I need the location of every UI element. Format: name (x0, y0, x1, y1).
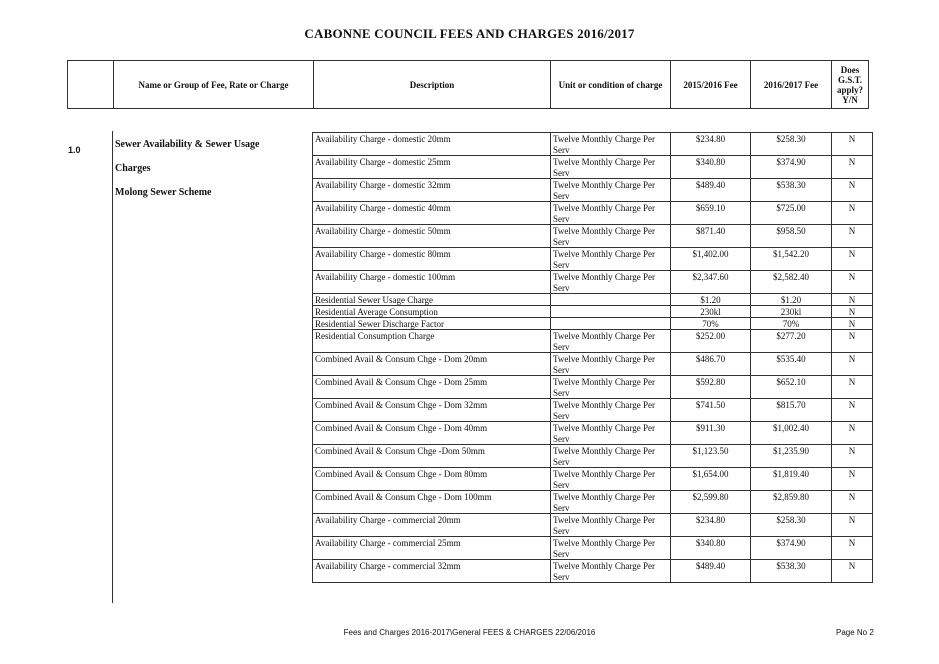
row-fee-2015: $489.40 (671, 179, 751, 202)
row-fee-2016: $277.20 (751, 330, 832, 353)
row-fee-2016: $2,859.80 (751, 491, 832, 514)
row-description: Availability Charge - domestic 50mm (313, 225, 551, 248)
table-row (313, 179, 873, 202)
row-fee-2016: $725.00 (751, 202, 832, 225)
row-fee-2016: $538.30 (751, 560, 832, 583)
footer-page-number: Page No 2 (836, 628, 874, 637)
row-description: Combined Avail & Consum Chge - Dom 100mm (313, 491, 551, 514)
table-row (313, 306, 873, 318)
row-unit: Twelve Monthly Charge Per Serv (551, 271, 671, 294)
row-description: Availability Charge - domestic 100mm (313, 271, 551, 294)
table-row (313, 491, 873, 514)
row-fee-2015: $1,123.50 (671, 445, 751, 468)
row-fee-2015: 70% (671, 318, 751, 330)
row-unit: Twelve Monthly Charge Per Serv (551, 445, 671, 468)
row-fee-2015: $592.80 (671, 376, 751, 399)
row-gst: N (832, 560, 873, 583)
section-titles (115, 133, 311, 205)
table-row (313, 514, 873, 537)
table-row (313, 330, 873, 353)
row-description: Combined Avail & Consum Chge -Dom 50mm (313, 445, 551, 468)
row-fee-2015: $2,347.60 (671, 271, 751, 294)
row-fee-2016: $1.20 (751, 294, 832, 306)
row-description: Availability Charge - commercial 20mm (313, 514, 551, 537)
row-description: Residential Consumption Charge (313, 330, 551, 353)
row-gst: N (832, 330, 873, 353)
column-header-table (67, 60, 869, 109)
row-unit: Twelve Monthly Charge Per Serv (551, 537, 671, 560)
row-fee-2016: $258.30 (751, 133, 832, 156)
table-row (313, 399, 873, 422)
table-row (313, 133, 873, 156)
row-fee-2015: $871.40 (671, 225, 751, 248)
row-fee-2015: $252.00 (671, 330, 751, 353)
table-row (313, 248, 873, 271)
row-fee-2015: $2,599.80 (671, 491, 751, 514)
table-row (313, 202, 873, 225)
row-unit: Twelve Monthly Charge Per Serv (551, 156, 671, 179)
row-fee-2016: $1,542.20 (751, 248, 832, 271)
row-fee-2016: 230kl (751, 306, 832, 318)
row-gst: N (832, 353, 873, 376)
page-title: CABONNE COUNCIL FEES AND CHARGES 2016/2017 (304, 26, 635, 41)
row-fee-2016: $815.70 (751, 399, 832, 422)
row-description: Combined Avail & Consum Chge - Dom 40mm (313, 422, 551, 445)
row-fee-2016: $1,819.40 (751, 468, 832, 491)
row-description: Combined Avail & Consum Chge - Dom 25mm (313, 376, 551, 399)
row-gst: N (832, 179, 873, 202)
row-fee-2016: $958.50 (751, 225, 832, 248)
row-fee-2015: $1,402.00 (671, 248, 751, 271)
row-description: Availability Charge - domestic 25mm (313, 156, 551, 179)
row-fee-2015: $340.80 (671, 537, 751, 560)
row-gst: N (832, 399, 873, 422)
row-fee-2015: $741.50 (671, 399, 751, 422)
row-description: Availability Charge - domestic 80mm (313, 248, 551, 271)
row-unit: Twelve Monthly Charge Per Serv (551, 202, 671, 225)
row-fee-2016: $374.90 (751, 156, 832, 179)
row-gst: N (832, 271, 873, 294)
row-description: Combined Avail & Consum Chge - Dom 80mm (313, 468, 551, 491)
section-title-line1: Sewer Availability & Sewer Usage (115, 139, 260, 150)
row-fee-2016: $258.30 (751, 514, 832, 537)
row-unit: Twelve Monthly Charge Per Serv (551, 330, 671, 353)
table-row (313, 422, 873, 445)
row-fee-2015: $340.80 (671, 156, 751, 179)
row-unit: Twelve Monthly Charge Per Serv (551, 225, 671, 248)
row-gst: N (832, 202, 873, 225)
row-unit: Twelve Monthly Charge Per Serv (551, 399, 671, 422)
table-row (313, 294, 873, 306)
header-fee-2015: 2015/2016 Fee (671, 61, 751, 109)
header-blank-cell (68, 61, 114, 109)
row-fee-2015: $659.10 (671, 202, 751, 225)
row-gst: N (832, 468, 873, 491)
row-fee-2015: $486.70 (671, 353, 751, 376)
table-row (313, 318, 873, 330)
row-description: Availability Charge - domestic 20mm (313, 133, 551, 156)
section-number: 1.0 (68, 145, 81, 155)
row-fee-2016: $535.40 (751, 353, 832, 376)
row-unit (551, 306, 671, 318)
table-row (313, 353, 873, 376)
row-unit: Twelve Monthly Charge Per Serv (551, 133, 671, 156)
row-description: Combined Avail & Consum Chge - Dom 20mm (313, 353, 551, 376)
row-description: Residential Sewer Usage Charge (313, 294, 551, 306)
header-gst: Does G.S.T. apply? Y/N (832, 61, 869, 109)
row-gst: N (832, 422, 873, 445)
row-fee-2016: $374.90 (751, 537, 832, 560)
row-unit (551, 294, 671, 306)
row-unit: Twelve Monthly Charge Per Serv (551, 491, 671, 514)
row-description: Combined Avail & Consum Chge - Dom 32mm (313, 399, 551, 422)
row-fee-2015: $234.80 (671, 133, 751, 156)
row-unit: Twelve Monthly Charge Per Serv (551, 560, 671, 583)
row-unit: Twelve Monthly Charge Per Serv (551, 422, 671, 445)
row-gst: N (832, 318, 873, 330)
row-fee-2016: $1,235.90 (751, 445, 832, 468)
row-gst: N (832, 306, 873, 318)
header-name: Name or Group of Fee, Rate or Charge (114, 61, 314, 109)
row-unit: Twelve Monthly Charge Per Serv (551, 248, 671, 271)
row-unit: Twelve Monthly Charge Per Serv (551, 353, 671, 376)
table-row (313, 271, 873, 294)
row-gst: N (832, 133, 873, 156)
row-unit (551, 318, 671, 330)
fees-table (312, 132, 873, 583)
row-fee-2016: $538.30 (751, 179, 832, 202)
table-row (313, 560, 873, 583)
row-fee-2015: $1,654.00 (671, 468, 751, 491)
table-row (313, 376, 873, 399)
row-gst: N (832, 156, 873, 179)
row-gst: N (832, 514, 873, 537)
row-description: Availability Charge - commercial 32mm (313, 560, 551, 583)
row-unit: Twelve Monthly Charge Per Serv (551, 514, 671, 537)
row-gst: N (832, 537, 873, 560)
header-unit: Unit or condition of charge (551, 61, 671, 109)
row-fee-2016: $652.10 (751, 376, 832, 399)
row-gst: N (832, 248, 873, 271)
table-row (313, 537, 873, 560)
row-unit: Twelve Monthly Charge Per Serv (551, 376, 671, 399)
header-fee-2016: 2016/2017 Fee (751, 61, 832, 109)
row-description: Availability Charge - commercial 25mm (313, 537, 551, 560)
footer-path: Fees and Charges 2016-2017\General FEES & CHARGES 22/06/2016 (343, 628, 596, 637)
row-gst: N (832, 376, 873, 399)
row-fee-2016: $2,582.40 (751, 271, 832, 294)
row-fee-2015: $234.80 (671, 514, 751, 537)
row-fee-2016: 70% (751, 318, 832, 330)
row-fee-2015: $489.40 (671, 560, 751, 583)
header-description: Description (314, 61, 551, 109)
section-column-divider (112, 131, 113, 603)
row-description: Residential Sewer Discharge Factor (313, 318, 551, 330)
row-unit: Twelve Monthly Charge Per Serv (551, 468, 671, 491)
table-row (313, 445, 873, 468)
section-subtitle: Molong Sewer Scheme (115, 187, 212, 198)
row-gst: N (832, 294, 873, 306)
row-gst: N (832, 491, 873, 514)
section-title-line2: Charges (115, 163, 151, 174)
row-gst: N (832, 445, 873, 468)
row-fee-2015: 230kl (671, 306, 751, 318)
table-row (313, 468, 873, 491)
row-description: Residential Average Consumption (313, 306, 551, 318)
table-row (313, 225, 873, 248)
row-fee-2015: $911.30 (671, 422, 751, 445)
row-unit: Twelve Monthly Charge Per Serv (551, 179, 671, 202)
row-fee-2016: $1,002.40 (751, 422, 832, 445)
row-gst: N (832, 225, 873, 248)
row-description: Availability Charge - domestic 40mm (313, 202, 551, 225)
row-fee-2015: $1.20 (671, 294, 751, 306)
row-description: Availability Charge - domestic 32mm (313, 179, 551, 202)
table-row (313, 156, 873, 179)
